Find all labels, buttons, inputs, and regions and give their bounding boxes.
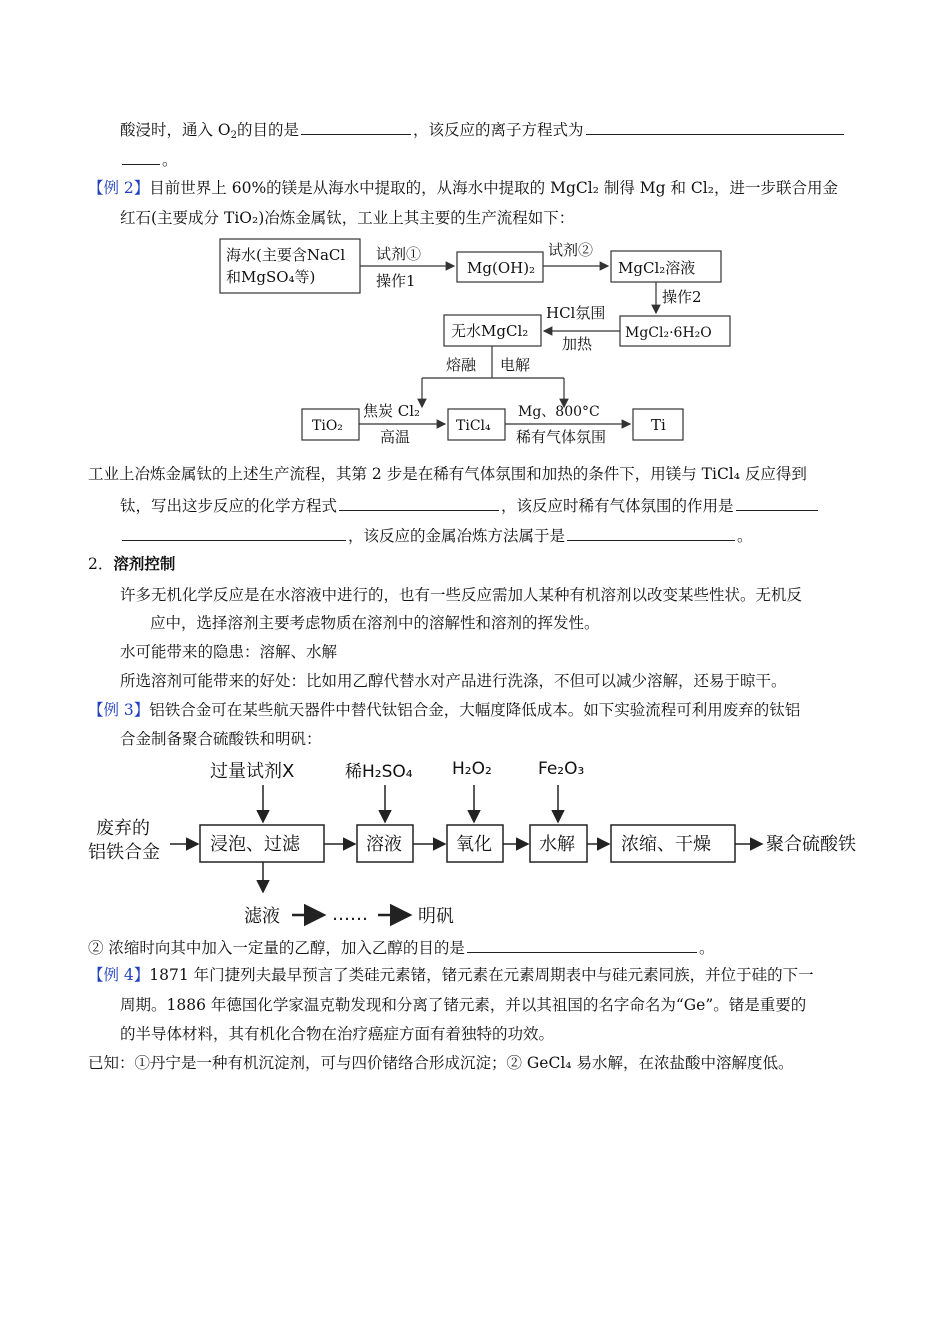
question-text: ，该反应时稀有气体氛围的作用是 bbox=[501, 497, 734, 515]
dots-label: …… bbox=[332, 904, 368, 925]
section-2-heading bbox=[88, 554, 175, 574]
answer-blank[interactable] bbox=[467, 936, 697, 953]
seawater-label-2: 和MgSO₄等) bbox=[226, 268, 316, 286]
fe2o3-label: Fe₂O₃ bbox=[538, 759, 585, 779]
anhydrous-label: 无水MgCl₂ bbox=[451, 322, 529, 340]
example-4-line2 bbox=[120, 995, 806, 1015]
example-2-text-cont: 红石(主要成分 TiO₂)冶炼金属钛，工业上其主要的生产流程如下： bbox=[120, 209, 575, 227]
soak-filter-label: 浸泡、过滤 bbox=[210, 834, 300, 855]
waste-label-2: 铝铁合金 bbox=[88, 842, 160, 863]
concentrate-dry-label: 浓缩、干燥 bbox=[621, 834, 711, 855]
answer-blank[interactable] bbox=[567, 524, 735, 541]
example-4-known bbox=[88, 1053, 793, 1073]
example-4-line3 bbox=[120, 1024, 554, 1044]
alum-flow-diagram bbox=[80, 752, 880, 932]
question-text: ，该反应的金属冶炼方法属于是 bbox=[348, 527, 566, 545]
solution-label: 溶液 bbox=[366, 834, 402, 855]
ticl4-label: TiCl₄ bbox=[456, 418, 491, 434]
period: 。 bbox=[162, 151, 178, 169]
period: 。 bbox=[698, 939, 715, 957]
section-2-para1-cont bbox=[150, 613, 600, 633]
paragraph-text: 应中，选择溶剂主要考虑物质在溶剂中的溶解性和溶剂的挥发性。 bbox=[150, 614, 600, 632]
answer-blank[interactable] bbox=[586, 118, 844, 135]
answer-blank[interactable] bbox=[339, 494, 499, 511]
answer-blank[interactable] bbox=[301, 118, 411, 135]
example-4-text: 周期。1886 年德国化学家温克勒发现和分离了锗元素，并以其祖国的名字命名为“Ge”。锗是重要的 bbox=[120, 996, 807, 1014]
alum-label: 明矾 bbox=[418, 906, 454, 927]
hydrolysis-label: 水解 bbox=[539, 834, 575, 855]
tio2-label: TiO₂ bbox=[312, 418, 343, 434]
question-text: ② 浓缩时向其中加入一定量的乙醇，加入乙醇的目的是 bbox=[88, 939, 465, 957]
acid-leach-text: 酸浸时，通入 O bbox=[120, 121, 231, 139]
hydrate-label: MgCl₂·6H₂O bbox=[625, 325, 712, 341]
reagent2-label: 试剂② bbox=[548, 241, 594, 259]
h2o2-label: H₂O₂ bbox=[452, 759, 492, 779]
paragraph-text: 许多无机化学反应是在水溶液中进行的，也有一些反应需加人某种有机溶剂以改变某些性状。无机反 bbox=[120, 586, 803, 604]
example-2-question-2 bbox=[120, 494, 820, 516]
oxidation-label: 氧化 bbox=[456, 834, 492, 855]
ti-label: Ti bbox=[651, 416, 666, 434]
example-3-question bbox=[88, 936, 714, 958]
dilute-h2so4-label: 稀H₂SO₄ bbox=[345, 762, 413, 782]
purpose-text: 的目的是 bbox=[237, 121, 300, 139]
example-2-tag: 【例 2】 bbox=[88, 179, 150, 197]
section-2-para3 bbox=[120, 671, 787, 691]
high-temp-label: 高温 bbox=[380, 428, 411, 446]
known-conditions: 已知：①丹宁是一种有机沉淀剂，可与四价锗络合形成沉淀；② GeCl₄ 易水解，在浓盐酸中溶解度低。 bbox=[88, 1054, 794, 1072]
titanium-flow-diagram bbox=[210, 232, 910, 452]
example-4-text: 的半导体材料，其有机化合物在治疗癌症方面有着独特的功效。 bbox=[120, 1025, 555, 1043]
op2-label: 操作2 bbox=[662, 288, 702, 306]
answer-blank[interactable] bbox=[122, 148, 160, 165]
example-3-text: 铝铁合金可在某些航天器件中替代钛铝合金，大幅度降低成本。如下实验流程可利用废弃的钛铝 bbox=[149, 701, 801, 719]
question-text: 钛，写出这步反应的化学方程式 bbox=[120, 497, 338, 515]
reagent1-label: 试剂① bbox=[376, 245, 422, 263]
example-2-question-1 bbox=[88, 464, 807, 484]
paragraph-text: 所选溶剂可能带来的好处：比如用乙醇代替水对产品进行洗涤，不但可以减少溶解，还易于晾干。 bbox=[120, 672, 787, 690]
ionic-eq-text: ，该反应的离子方程式为 bbox=[413, 121, 584, 139]
period: 。 bbox=[737, 527, 753, 545]
paragraph-acid-leach bbox=[120, 118, 846, 140]
o2-subscript: 2 bbox=[230, 130, 238, 141]
waste-label: 废弃的 bbox=[96, 818, 150, 839]
example-3-line1 bbox=[88, 700, 800, 720]
coke-cl2-label: 焦炭 Cl₂ bbox=[363, 402, 421, 420]
question-text: 工业上冶炼金属钛的上述生产流程，其第 2 步是在稀有气体氛围和加热的条件下，用镁与 TiCl₄ 反应得到 bbox=[88, 465, 807, 483]
mgoh2-label: Mg(OH)₂ bbox=[467, 259, 536, 277]
hcl-label: HCl氛围 bbox=[546, 304, 606, 322]
example-2-line1 bbox=[88, 178, 838, 198]
section-number: 2． bbox=[88, 555, 114, 573]
section-title: 溶剂控制 bbox=[113, 555, 176, 573]
noble-gas-label: 稀有气体氛围 bbox=[516, 428, 607, 446]
example-2-line2 bbox=[120, 208, 574, 228]
section-2-para2 bbox=[120, 642, 337, 662]
heat-label: 加热 bbox=[562, 335, 593, 353]
reagent-x-label: 过量试剂X bbox=[210, 761, 295, 782]
op1-label: 操作1 bbox=[376, 272, 416, 290]
example-4-line1 bbox=[88, 965, 814, 985]
product-label: 聚合硫酸铁 bbox=[766, 834, 856, 855]
mg-800-label: Mg、800°C bbox=[518, 404, 600, 420]
section-2-para1 bbox=[120, 585, 802, 605]
example-3-text-cont: 合金制备聚合硫酸铁和明矾： bbox=[120, 730, 322, 748]
paragraph-acid-leach-cont bbox=[120, 148, 178, 170]
filtrate-label: 滤液 bbox=[244, 906, 280, 927]
example-4-tag: 【例 4】 bbox=[88, 966, 150, 984]
example-2-question-3 bbox=[120, 524, 753, 546]
example-3-line2 bbox=[120, 729, 322, 749]
paragraph-text: 水可能带来的隐患：溶解、水解 bbox=[120, 643, 338, 661]
melt-label: 熔融 bbox=[446, 356, 477, 374]
electrolysis-label: 电解 bbox=[500, 356, 531, 374]
example-3-tag: 【例 3】 bbox=[88, 701, 150, 719]
answer-blank[interactable] bbox=[122, 524, 346, 541]
example-4-text: 1871 年门捷列夫最早预言了类硅元素锗，锗元素在元素周期表中与硅元素同族，并位于硅的下一 bbox=[149, 966, 814, 984]
seawater-label: 海水(主要含NaCl bbox=[226, 246, 346, 264]
mgcl2-solution-label: MgCl₂溶液 bbox=[618, 259, 696, 277]
answer-blank[interactable] bbox=[736, 494, 818, 511]
example-2-text: 目前世界上 60%的镁是从海水中提取的，从海水中提取的 MgCl₂ 制得 Mg 和 Cl₂，进一步联合用金 bbox=[149, 179, 838, 197]
